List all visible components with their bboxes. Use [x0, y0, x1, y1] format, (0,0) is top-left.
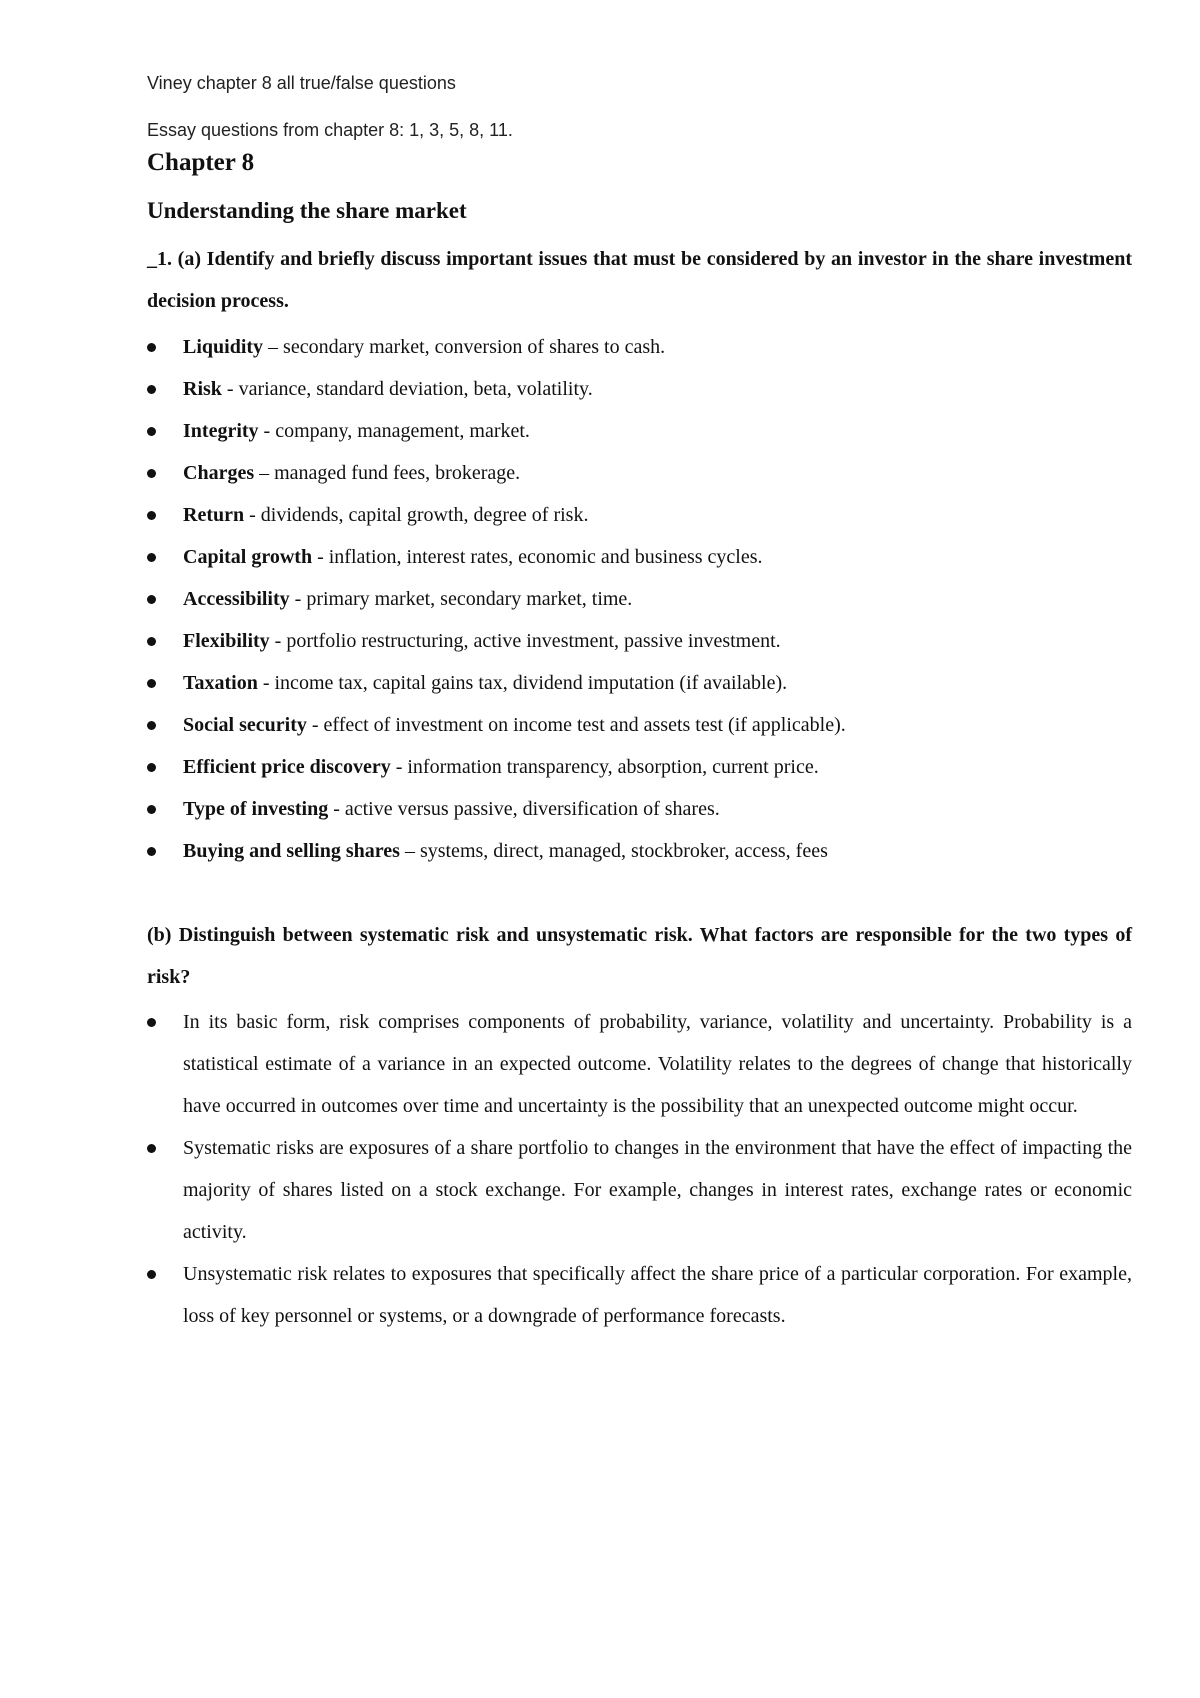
question-1b: (b) Distinguish between systematic risk and unsystematic risk. What factors are responsible for the two types of risk? — [147, 924, 1132, 988]
bullet-icon — [147, 469, 156, 478]
header-note-essay-questions: Essay questions from chapter 8: 1, 3, 5, 8, 11. — [147, 120, 513, 140]
issue-item-liquidity — [147, 326, 1132, 368]
bullet-icon — [147, 763, 156, 772]
issue-text: - variance, standard deviation, beta, volatility. — [221, 378, 593, 400]
issue-term: Taxation — [183, 672, 258, 694]
issue-term: Flexibility — [183, 630, 270, 652]
issue-term: Buying and selling shares — [183, 840, 400, 862]
issue-term: Capital growth — [183, 546, 313, 568]
issue-term: Return — [183, 504, 245, 526]
section-title: Understanding the share market — [147, 198, 467, 223]
issue-text: - dividends, capital growth, degree of risk. — [244, 504, 589, 526]
header-note-true-false: Viney chapter 8 all true/false questions — [147, 73, 456, 93]
issue-item-efficient-price-discovery — [147, 746, 1132, 788]
answer-item-systematic-risk — [147, 1127, 1132, 1253]
answer-item-risk-components — [147, 1001, 1132, 1127]
bullet-icon — [147, 385, 156, 394]
issue-term: Social security — [183, 714, 307, 736]
issue-text: – secondary market, conversion of shares to cash. — [263, 336, 666, 358]
bullet-icon — [147, 343, 156, 352]
bullet-icon — [147, 1018, 156, 1027]
bullet-icon — [147, 679, 156, 688]
issue-term: Risk — [183, 378, 222, 400]
bullet-icon — [147, 847, 156, 856]
issue-text: – managed fund fees, brokerage. — [254, 462, 521, 484]
issue-item-charges — [147, 452, 1132, 494]
issue-text: - portfolio restructuring, active investment, passive investment. — [269, 630, 781, 652]
issue-item-integrity — [147, 410, 1132, 452]
bullet-icon — [147, 1270, 156, 1279]
issue-text: – systems, direct, managed, stockbroker, access, fees — [399, 840, 828, 862]
issues-list — [147, 326, 1132, 872]
bullet-icon — [147, 637, 156, 646]
answer-text: Systematic risks are exposures of a share portfolio to changes in the environment that have the effect of impacting the majority of shares listed on a stock exchange. For example, changes in interest rates, exchange rates or economic activity. — [183, 1137, 1132, 1243]
issue-text: - information transparency, absorption, current price. — [390, 756, 819, 778]
answer-text: In its basic form, risk comprises components of probability, variance, volatility and uncertainty. Probability is a statistical estimate of a variance in an expected outcome. Volatility relates to the degrees of change that historically have occurred in outcomes over time and uncertainty is the possibility that an unexpected outcome might occur. — [183, 1011, 1132, 1117]
issue-text: - income tax, capital gains tax, dividend imputation (if available). — [257, 672, 788, 694]
issue-item-accessibility — [147, 578, 1132, 620]
bullet-icon — [147, 427, 156, 436]
issue-text: - primary market, secondary market, time. — [289, 588, 633, 610]
bullet-icon — [147, 553, 156, 562]
issue-item-buying-and-selling-shares — [147, 830, 1132, 872]
risk-answers-list — [147, 1001, 1132, 1337]
answer-text: Unsystematic risk relates to exposures that specifically affect the share price of a particular corporation. For example, loss of key personnel or systems, or a downgrade of performance forecasts. — [183, 1263, 1132, 1327]
issue-text: - company, management, market. — [258, 420, 530, 442]
bullet-icon — [147, 595, 156, 604]
issue-term: Charges — [183, 462, 255, 484]
bullet-icon — [147, 1144, 156, 1153]
bullet-icon — [147, 805, 156, 814]
issue-term: Liquidity — [183, 336, 264, 358]
issue-item-risk — [147, 368, 1132, 410]
issue-term: Integrity — [183, 420, 259, 442]
issue-term: Accessibility — [183, 588, 290, 610]
issue-term: Type of investing — [183, 798, 329, 820]
issue-item-flexibility — [147, 620, 1132, 662]
issue-item-capital-growth — [147, 536, 1132, 578]
issue-item-taxation — [147, 662, 1132, 704]
issue-text: - active versus passive, diversification of shares. — [328, 798, 720, 820]
issue-term: Efficient price discovery — [183, 756, 391, 778]
question-1a: _1. (a) Identify and briefly discuss important issues that must be considered by an investor in the share investment decision process. — [147, 248, 1132, 312]
answer-item-unsystematic-risk — [147, 1253, 1132, 1337]
chapter-title: Chapter 8 — [147, 149, 255, 176]
bullet-icon — [147, 721, 156, 730]
issue-item-social-security — [147, 704, 1132, 746]
issue-item-return — [147, 494, 1132, 536]
issue-text: - inflation, interest rates, economic and business cycles. — [312, 546, 763, 568]
issue-text: - effect of investment on income test and assets test (if applicable). — [306, 714, 846, 736]
bullet-icon — [147, 511, 156, 520]
issue-item-type-of-investing — [147, 788, 1132, 830]
